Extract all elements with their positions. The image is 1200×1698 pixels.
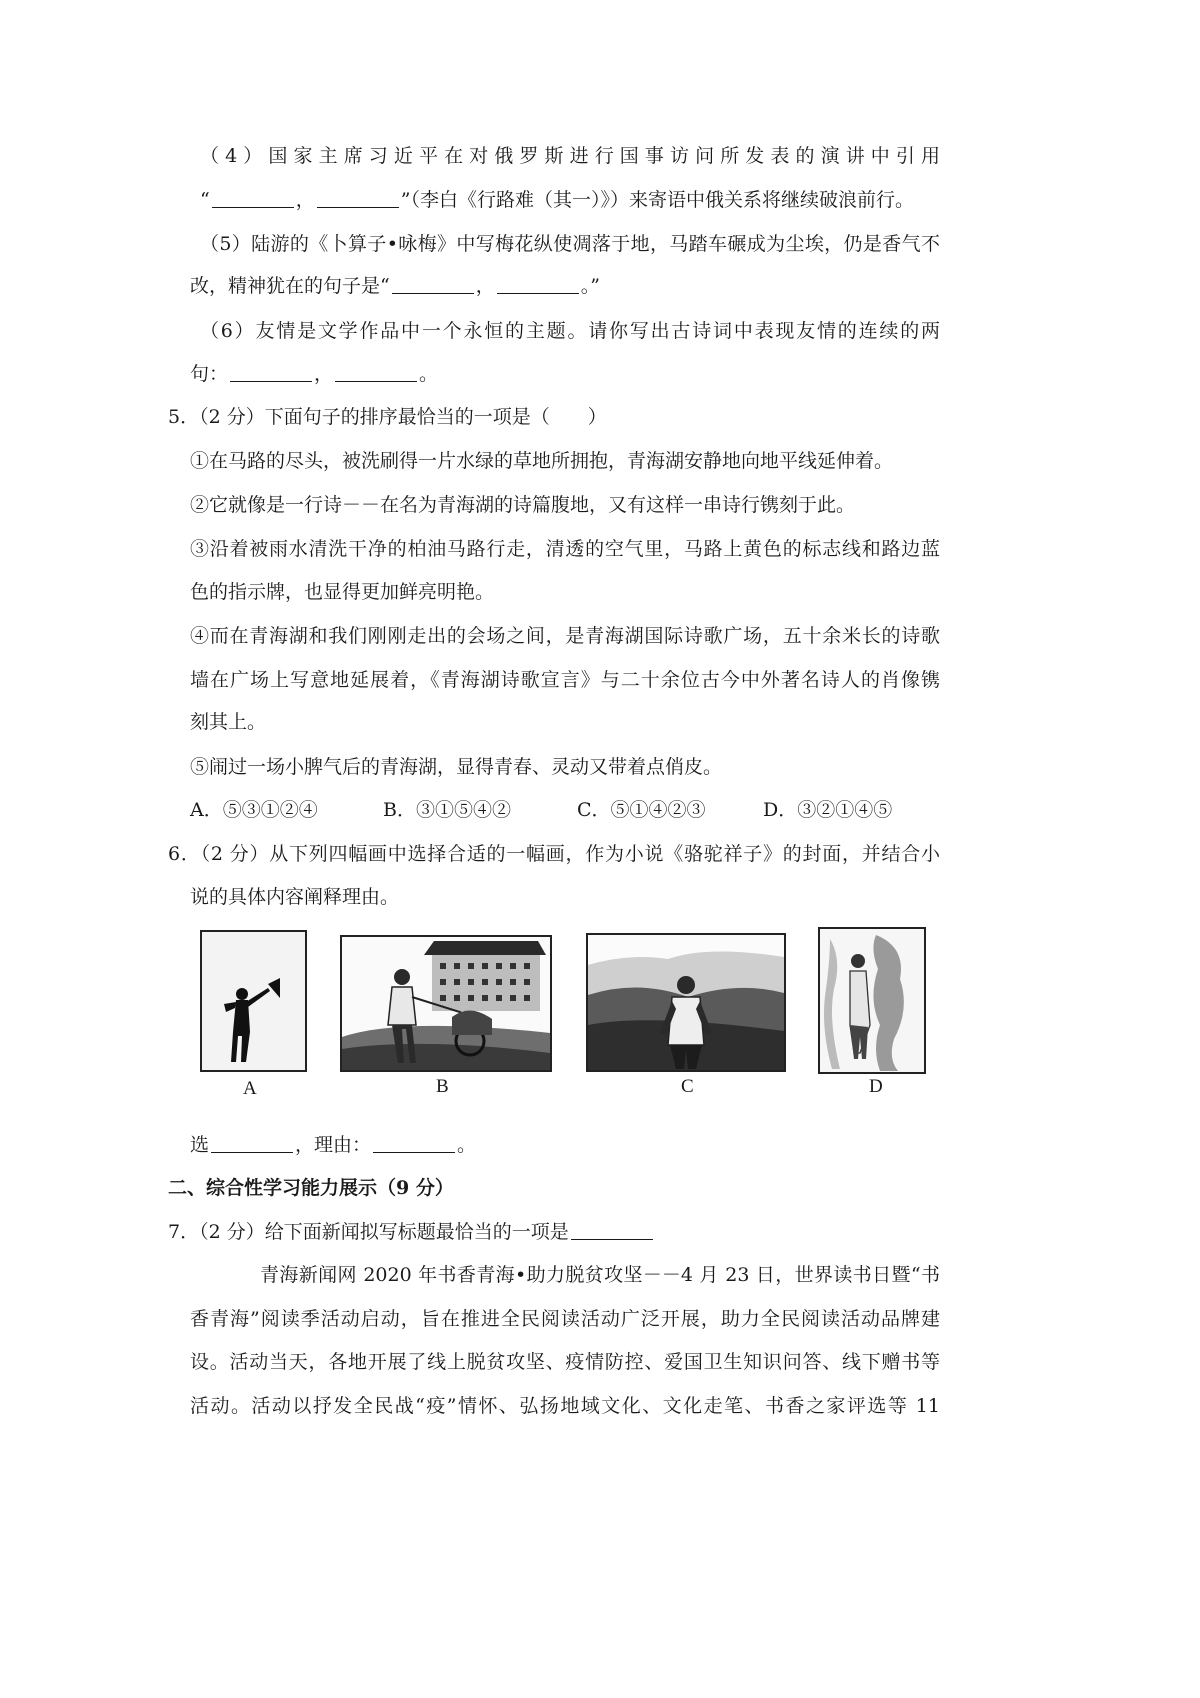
trumpeter-illustration — [202, 932, 305, 1070]
q4-item5-line1: （5）陆游的《卜算子•咏梅》中写梅花纵使凋落于地，马踏车碾成为尘埃，仍是香气不 — [200, 233, 940, 255]
section-heading: 二、综合性学习能力展示（9 分） — [168, 1177, 454, 1199]
answer-blank[interactable] — [230, 363, 312, 382]
q6-answer-line — [190, 1133, 476, 1157]
q5-sentence-3-line1: ③沿着被雨水清洗干净的柏油马路行走，清透的空气里，马路上黄色的标志线和路边蓝 — [190, 538, 940, 560]
answer-blank[interactable] — [317, 189, 399, 208]
picture-a[interactable] — [200, 930, 307, 1072]
q5-sentence-1: ①在马路的尽头，被洗刷得一片水绿的草地所拥抱，青海湖安静地向地平线延伸着。 — [190, 450, 894, 472]
q5-stem: 5．（2 分）下面句子的排序最恰当的一项是（ ） — [168, 406, 607, 428]
comma: ， — [314, 363, 334, 385]
q5-option-c[interactable]: C．⑤①④②③ — [577, 799, 706, 821]
q4-item4-line2-suffix: ”（李白《行路难（其一）》）来寄语中俄关系将继续破浪前行。 — [400, 189, 914, 211]
q5-sentence-3-line2: 色的指示牌，也显得更加鲜亮明艳。 — [190, 581, 495, 603]
q6-stem-line2: 说的具体内容阐释理由。 — [190, 886, 400, 908]
q5-sentence-4-line2: 墙在广场上写意地延展着，《青海湖诗歌宣言》与二十余位古今中外著名诗人的肖像镌 — [190, 669, 940, 691]
q7-stem-text: 7．（2 分）给下面新闻拟写标题最恰当的一项是 — [168, 1221, 569, 1243]
open-quote: “ — [200, 189, 210, 211]
q5-option-b[interactable]: B．③①⑤④② — [383, 799, 511, 821]
woman-figure-illustration — [820, 929, 924, 1072]
q6-answer-prefix: 选 — [190, 1134, 210, 1156]
q6-stem-line1: 6．（2 分）从下列四幅画中选择合适的一幅画，作为小说《骆驼祥子》的封面，并结合小 — [168, 843, 940, 865]
q4-item5-line2-prefix: 改，精神犹在的句子是“ — [190, 275, 390, 297]
comma: ， — [295, 189, 315, 211]
answer-blank[interactable] — [373, 1134, 455, 1153]
q4-item4-line1: （4）国家主席习近平在对俄罗斯进行国事访问所发表的演讲中引用 — [200, 145, 940, 167]
picture-d[interactable] — [818, 927, 926, 1074]
picture-c[interactable] — [586, 933, 786, 1072]
caption-a: A — [243, 1078, 257, 1099]
q5-sentence-4-line3: 刻其上。 — [190, 711, 267, 733]
caption-d: D — [869, 1076, 883, 1097]
q7-news-line3: 设。活动当天，各地开展了线上脱贫攻坚、疫情防控、爱国卫生知识问答、线下赠书等 — [190, 1351, 940, 1373]
comma: ， — [475, 275, 495, 297]
rickshaw-city-gate-illustration — [342, 937, 550, 1070]
answer-blank[interactable] — [335, 363, 417, 382]
q4-item6-line2-prefix: 句： — [190, 363, 229, 385]
caption-c: C — [681, 1076, 694, 1097]
q4-item6-line1: （6）友情是文学作品中一个永恒的主题。请你写出古诗词中表现友情的连续的两 — [200, 320, 940, 342]
q7-news-line1: 青海新闻网 2020 年书香青海•助力脱贫攻坚－－4 月 23 日，世界读书日暨“书 — [260, 1264, 940, 1286]
q6-answer-mid: ，理由： — [295, 1134, 372, 1156]
q5-option-a[interactable]: A．⑤③①②④ — [190, 799, 318, 821]
q5-sentence-4-line1: ④而在青海湖和我们刚刚走出的会场之间，是青海湖国际诗歌广场，五十余米长的诗歌 — [190, 625, 940, 647]
answer-blank[interactable] — [571, 1221, 653, 1240]
q4-item6-line2 — [190, 362, 438, 386]
q6-answer-suffix: 。 — [457, 1134, 477, 1156]
answer-blank[interactable] — [392, 275, 474, 294]
q7-stem — [168, 1220, 655, 1244]
q4-item6-line2-suffix: 。 — [419, 363, 439, 385]
caption-b: B — [436, 1076, 449, 1097]
answer-blank[interactable] — [211, 1134, 293, 1153]
q7-news-line4: 活动。活动以抒发全民战“疫”情怀、弘扬地域文化、文化走笔、书香之家评选等 11 — [190, 1395, 940, 1417]
q5-option-d[interactable]: D．③②①④⑤ — [763, 799, 893, 821]
q4-item5-line2-suffix: 。” — [580, 275, 600, 297]
q4-item5-line2 — [190, 274, 600, 298]
man-landscape-illustration — [588, 935, 784, 1070]
q5-sentence-5: ⑤闹过一场小脾气后的青海湖，显得青春、灵动又带着点俏皮。 — [190, 756, 723, 778]
answer-blank[interactable] — [497, 275, 579, 294]
q4-item4-line2 — [200, 188, 914, 212]
q7-news-line2: 香青海”阅读季活动启动，旨在推进全民阅读活动广泛开展，助力全民阅读活动品牌建 — [190, 1308, 940, 1330]
picture-b[interactable] — [340, 935, 552, 1072]
q5-sentence-2: ②它就像是一行诗－－在名为青海湖的诗篇腹地，又有这样一串诗行镌刻于此。 — [190, 494, 856, 516]
answer-blank[interactable] — [212, 189, 294, 208]
